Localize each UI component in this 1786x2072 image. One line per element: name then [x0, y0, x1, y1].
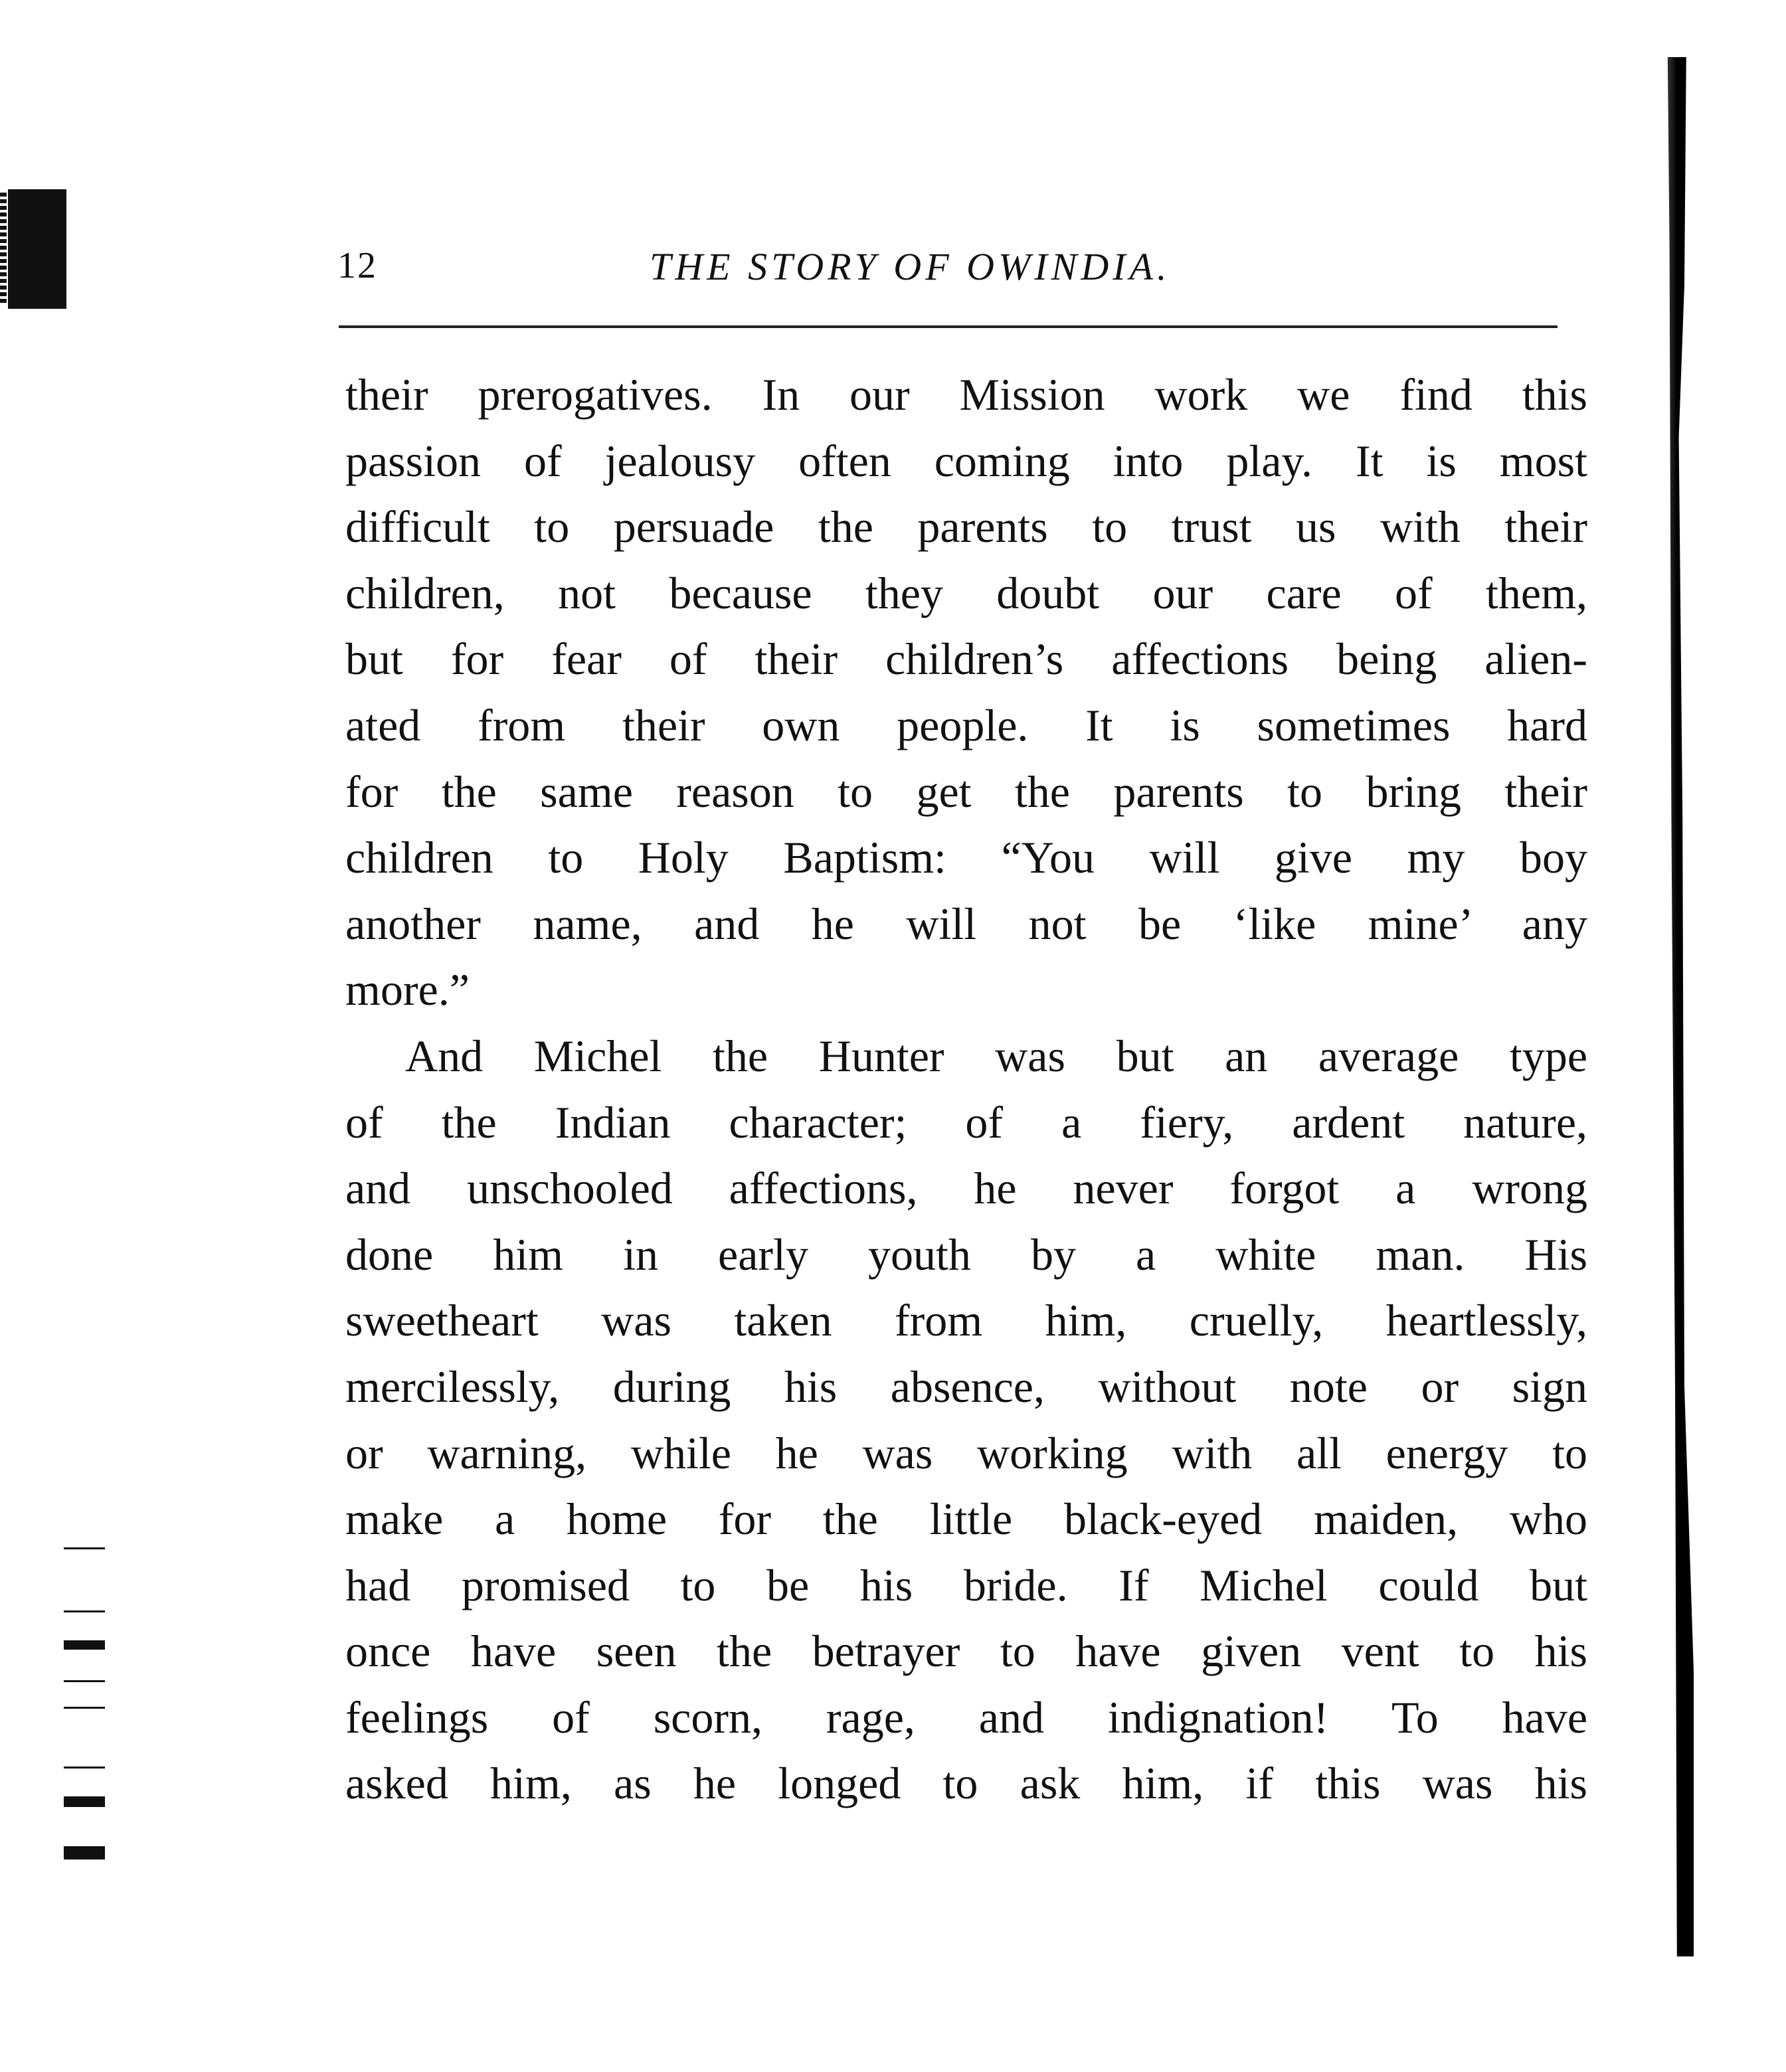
text-line: make a home for the little black-eyed maiden, who: [345, 1494, 1587, 1545]
body-text: [345, 362, 1587, 1817]
text-line: ated from their own people. It is sometimes hard: [345, 699, 1587, 750]
text-line: asked him, as he longed to ask him, if this was his: [345, 1758, 1587, 1809]
text-line: sweetheart was taken from him, cruelly, heartlessly,: [345, 1295, 1587, 1346]
text-line: feelings of scorn, rage, and indignation! To have: [345, 1691, 1587, 1743]
paragraph-start: And Michel the Hunter was but an average type: [405, 1030, 1587, 1081]
page-number: 12: [337, 245, 377, 286]
text-line: once have seen the betrayer to have given vent to his: [345, 1626, 1587, 1677]
text-line: more.”: [345, 964, 470, 1015]
text-line: or warning, while he was working with all energy to: [345, 1427, 1587, 1478]
text-line: children to Holy Baptism: “You will give my boy: [345, 832, 1587, 883]
page-edge-shadow: [1656, 57, 1694, 1956]
text-line: passion of jealousy often coming into play. It is most: [345, 435, 1587, 486]
scan-margin-marks: [64, 1547, 110, 1866]
text-line: difficult to persuade the parents to trust us with their: [345, 501, 1587, 553]
scan-edge-artifact: [0, 193, 7, 305]
text-line: for the same reason to get the parents to bring their: [345, 766, 1587, 817]
text-line: done him in early youth by a white man. His: [345, 1229, 1587, 1280]
text-line: another name, and he will not be ‘like mine’ any: [345, 898, 1587, 949]
running-head: THE STORY OF OWINDIA.: [650, 245, 1171, 288]
header-rule: [339, 325, 1558, 328]
text-line: had promised to be his bride. If Michel could but: [345, 1559, 1587, 1610]
text-line: their prerogatives. In our Mission work we find this: [345, 369, 1587, 420]
text-line: mercilessly, during his absence, without note or sign: [345, 1361, 1587, 1412]
page-header: [337, 244, 1586, 304]
text-line: but for fear of their children’s affections being alien-: [345, 634, 1587, 685]
text-line: and unschooled affections, he never forgot a wrong: [345, 1163, 1587, 1214]
scan-edge-artifact: [8, 189, 66, 309]
text-line: of the Indian character; of a fiery, ardent nature,: [345, 1096, 1587, 1148]
text-line: children, not because they doubt our care of them,: [345, 567, 1587, 618]
